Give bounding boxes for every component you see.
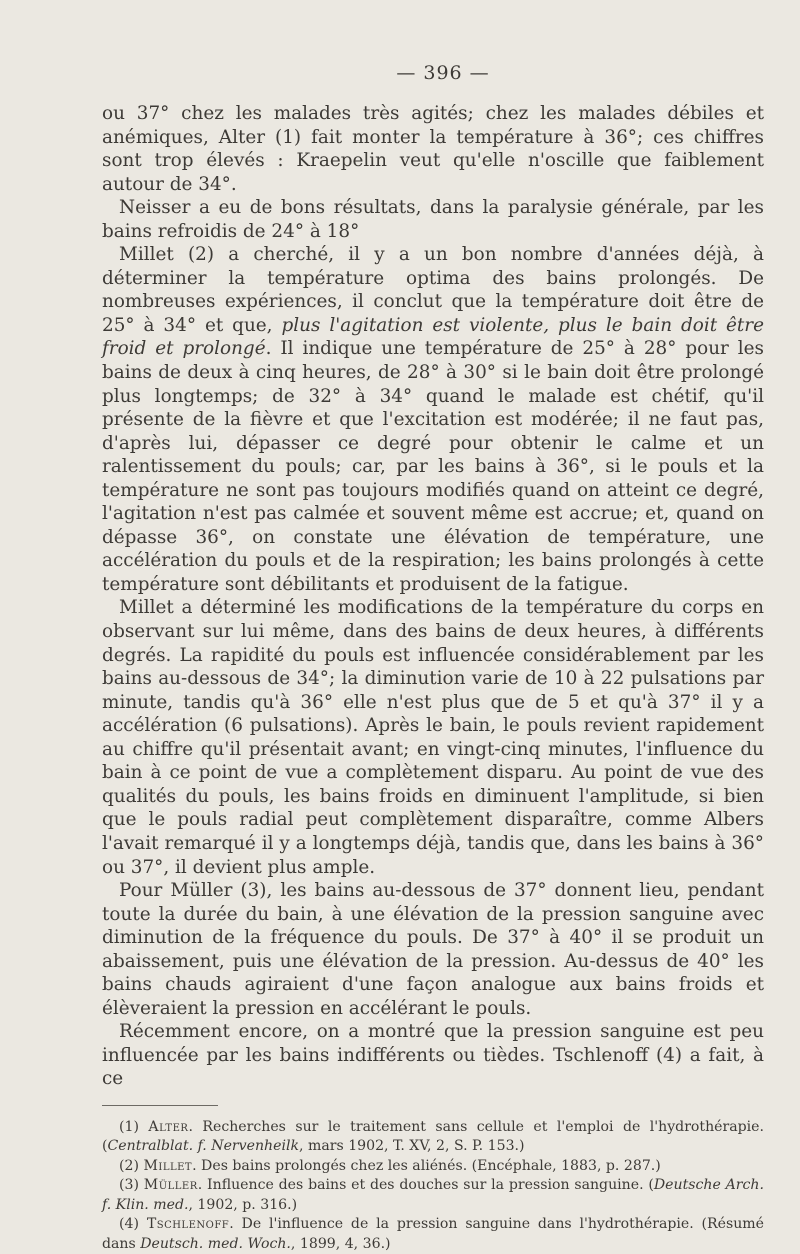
text-span: (2) <box>119 1157 144 1174</box>
text-span: , mars 1902, T. XV, 2, S. P. 153.) <box>299 1138 525 1155</box>
text-span: Millet (2) a cherché, il y a un bon nombre d'années déjà, à déterminer la température optima des bains prolongés. De nombreuses expériences, il conclut que la température doit être de 25° à 34° et que, <box>102 244 764 336</box>
text-span: Pour Müller (3), les bains au-dessous de 37° donnent lieu, pendant toute la durée du bain, à une élévation de la pression sanguine avec diminution de la fréquence du pouls. De 37° à 40° il se produit un abaissement, puis une élévation de la pression. Au-dessus de 40° les bains chauds agiraient d'une façon analogue aux bains froids et élèveraient la pression en accélérant le pouls. <box>102 880 764 1019</box>
italic-span: plus l'agitation est violente, plus le bain doit être froid et prolongé <box>102 314 764 360</box>
text-span: Récemment encore, on a montré que la pression sanguine est peu influencée par les bains indifférents ou tièdes. Tschlenoff (4) a fait, à ce <box>102 1021 764 1090</box>
text-span: . Recherches sur le traitement sans cellule et l'emploi de l'hydrothérapie. ( <box>102 1118 764 1155</box>
text-span: , 1899, 4, 36.) <box>290 1235 391 1252</box>
footnote <box>102 1215 764 1254</box>
text-span: . Influence des bains et des douches sur la pression sanguine. ( <box>197 1177 654 1194</box>
text-span: . Il indique une température de 25° à 28° pour les bains de deux à cinq heures, de 28° à 30° si le bain doit être prolongé plus longtemps; de 32° à 34° quand le malade est chétif, qu'il présente de la fièvre et que l'excitation est modérée; il ne faut pas, d'après lui, dépasser ce degré pour obtenir le calme et un ralentissement du pouls; car, par les bains à 36°, si le pouls et la température ne sont pas toujours modifiés quand on atteint ce degré, l'agitation n'est pas calmée et souvent même est accrue; et, quand on dépasse 36°, on constate une élévation de température, une accélération du pouls et de la respiration; les bains prolongés à cette température sont débilitants et produisent de la fatigue. <box>102 338 764 595</box>
text-span: , 1902, p. 316.) <box>188 1196 298 1213</box>
italic-span: Deutsch. med. Woch. <box>140 1235 291 1252</box>
text-span: Millet a déterminé les modifications de la température du corps en observant sur lui même, dans des bains de deux heures, à différents degrés. La rapidité du pouls est influencée considérablement par les bains au-dessous de 34°; la diminution varie de 10 à 22 pulsations par minute, tandis qu'à 36° elle n'est plus que de 5 et qu'à 37° il y a accélération (6 pulsations). Après le bain, le pouls revient rapidement au chiffre qu'il présentait avant; en vingt-cinq minutes, l'influence du bain à ce point de vue a complètement disparu. Au point de vue des qualités du pouls, les bains froids en diminuent l'amplitude, si bien que le pouls radial peut complètement disparaître, comme Albers l'avait remarqué il y a longtemps déjà, tandis que, dans les bains à 36° ou 37°, il devient plus ample. <box>102 597 764 878</box>
author-name: Alter <box>148 1118 189 1135</box>
paragraph <box>102 102 764 196</box>
author-name: Tschlenoff <box>146 1216 230 1233</box>
paragraph <box>102 196 764 243</box>
footnotes <box>102 1118 764 1254</box>
text-span: ou 37° chez les malades très agités; chez les malades débiles et anémiques, Alter (1) fait monter la température à 36°; ces chiffres sont trop élevés : Kraepelin veut qu'elle n'oscille que faiblement autour de 34°. <box>102 103 764 195</box>
paragraph <box>102 1020 764 1091</box>
footnote-rule <box>102 1105 218 1106</box>
author-name: Müller <box>143 1177 198 1194</box>
footnote <box>102 1118 764 1157</box>
body-text <box>102 102 764 1091</box>
paragraph <box>102 596 764 879</box>
paragraph <box>102 879 764 1020</box>
text-span: Neisser a eu de bons résultats, dans la paralysie générale, par les bains refroidis de 24° à 18° <box>102 197 764 242</box>
footnote <box>102 1176 764 1215</box>
text-span: (4) <box>119 1216 147 1233</box>
text-span: . De l'influence de la pression sanguine dans l'hydrothérapie. (Résumé dans <box>102 1216 764 1252</box>
footnote <box>102 1157 764 1177</box>
text-span: . Des bains prolongés chez les aliénés. (Encéphale, 1883, p. 287.) <box>192 1157 661 1174</box>
text-span: (1) <box>119 1118 149 1135</box>
italic-span: Centralblat. f. Nervenheilk <box>107 1138 300 1155</box>
paragraph <box>102 243 764 596</box>
page-number: — 396 — <box>396 62 490 84</box>
author-name: Millet <box>143 1157 193 1174</box>
italic-span: Deutsche Arch. f. Klin. med. <box>102 1177 764 1213</box>
text-span: (3) <box>119 1177 144 1194</box>
